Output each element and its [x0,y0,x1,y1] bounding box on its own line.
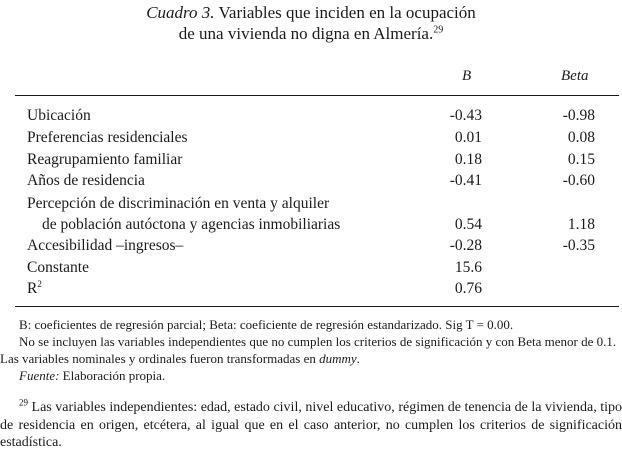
caption-footnote-ref: 29 [433,24,444,36]
note-exclusions-emphasis: dummy [319,351,357,366]
table-notes [0,316,622,384]
row-value-beta: -0.35 [562,237,595,254]
table-row [0,235,622,257]
row-label-superscript: 2 [37,278,42,289]
row-label: Años de residencia [27,172,145,189]
note-exclusions-text: No se incluyen las variables independientes que no cumplen los criterios de significación y con Beta menor de 0.1. Las variables nominales y ordinales fueron transformadas en [0,334,617,366]
row-value-b: 0.18 [454,151,482,168]
footnote-text: Las variables independientes: edad, estado civil, nivel educativo, régimen de tenencia de la vivienda, tipo de residencia en origen, etcétera, al igual que en el caso anterior, no cumplen los criterios de significación estadística. [0,400,622,450]
table-row [0,257,622,279]
row-label: Ubicación [27,107,91,124]
note-exclusions-end: . [356,351,360,366]
caption-line-1 [0,2,622,23]
row-value-beta: -0.98 [562,107,595,124]
row-value-b: 0.76 [454,280,482,297]
row-label: Accesibilidad –ingresos– [27,237,184,254]
row-value-b: 0.54 [454,216,482,233]
row-value-beta: -0.60 [562,172,595,189]
footnote [0,399,622,452]
table-row [0,214,622,236]
column-header-beta: Beta [561,68,589,84]
note-exclusions [0,333,622,367]
row-label-text: R [27,280,38,297]
row-label: Reagrupamiento familiar [27,151,183,168]
row-value-beta: 0.08 [567,129,595,146]
table-top-rule [15,95,619,96]
table-row [0,105,622,127]
table-row [0,278,622,300]
table-row [0,127,622,149]
note-coefficients: B: coeficientes de regresión parcial; Beta: coeficiente de regresión estandarizado. Sig T = 0.00. [19,317,514,332]
caption-line-1-text: Variables que inciden en la ocupación [218,3,476,22]
row-value-b: -0.43 [449,107,482,124]
footnote-paragraph [0,399,622,452]
row-label: Percepción de discriminación en venta y alquiler [27,195,330,212]
source-text: Elaboración propia. [59,368,166,383]
row-value-b: -0.41 [449,172,482,189]
footnote-number: 29 [19,397,28,408]
table-row [0,170,622,192]
row-value-beta: 0.15 [567,151,595,168]
row-label [27,278,42,300]
column-header-b: B [462,68,472,84]
row-value-b: -0.28 [449,237,482,254]
note-source [0,367,622,384]
caption-lead: Cuadro 3. [146,3,215,22]
table-row [0,193,622,215]
row-value-b: 15.6 [454,259,482,276]
caption-line-2-text: de una vivienda no digna en Almería. [178,24,434,43]
table-caption [0,2,622,44]
row-label: Preferencias residenciales [27,129,188,146]
row-value-beta: 1.18 [567,216,595,233]
row-label: Constante [27,259,89,276]
row-label: de población autóctona y agencias inmobiliarias [42,216,341,233]
source-label: Fuente: [19,368,60,383]
caption-line-2 [0,23,622,44]
table-bottom-rule [15,306,619,307]
table-row [0,149,622,171]
row-value-b: 0.01 [454,129,482,146]
